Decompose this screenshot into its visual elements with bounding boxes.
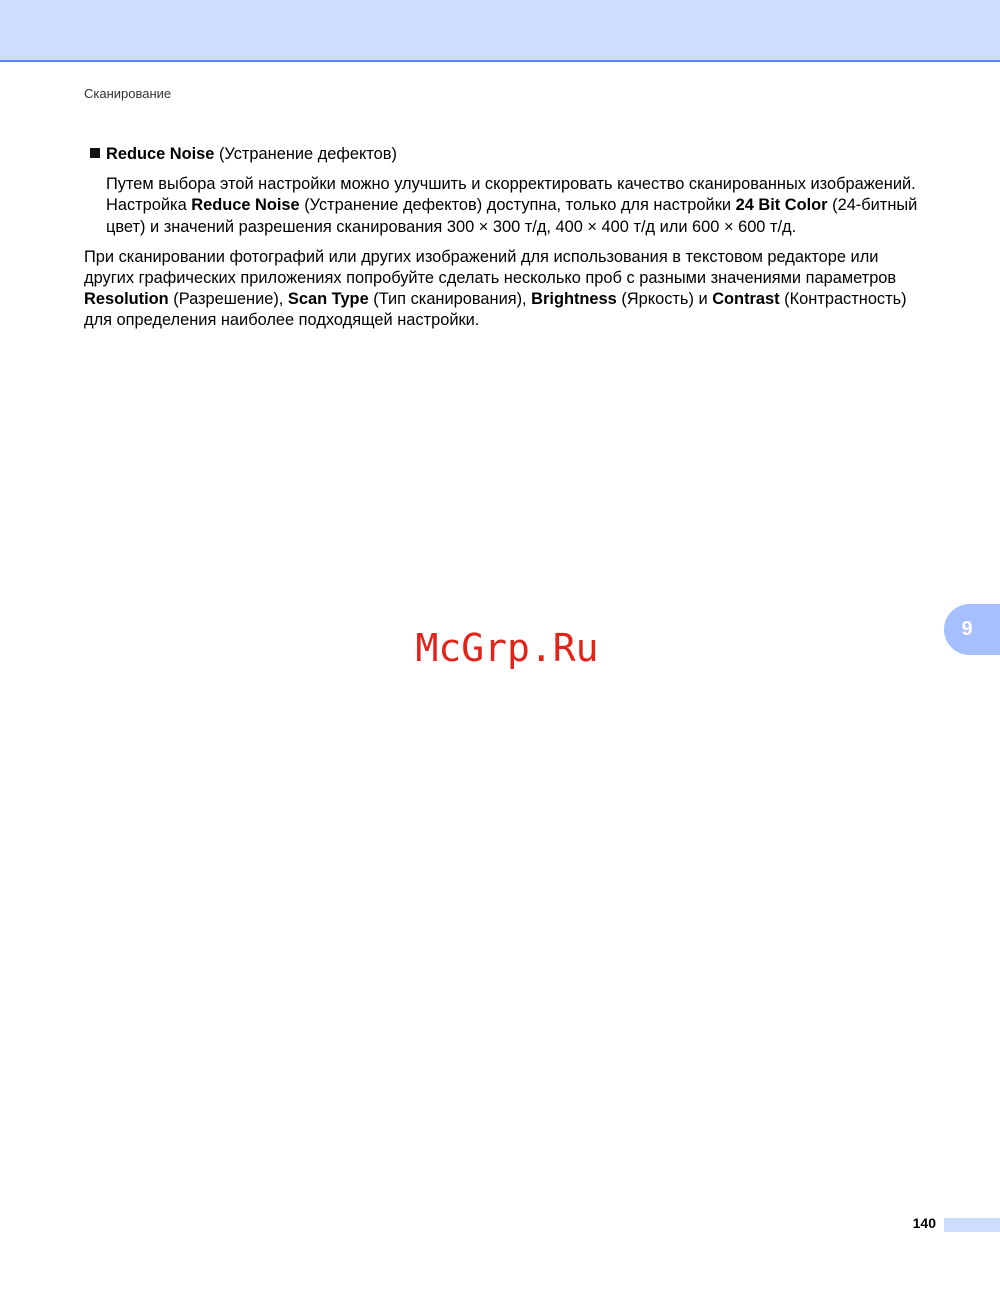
page-number: 140 bbox=[912, 1215, 936, 1231]
page-number-bar bbox=[944, 1218, 1000, 1232]
paragraph-text: (Разрешение), bbox=[168, 290, 288, 309]
bullet-item bbox=[90, 144, 924, 165]
paragraph-text: При сканировании фотографий или других изображений для использования в текстовом редакторе или других графических приложениях попробуйте сделать несколько проб с разными значениями параметров bbox=[84, 247, 897, 288]
section-header: Сканирование bbox=[84, 86, 172, 101]
paragraph-text: (Контрастность) для определения наиболее подходящей настройки. bbox=[84, 290, 907, 330]
bullet-description bbox=[106, 174, 924, 238]
bullet-title-rest: (Устранение дефектов) bbox=[214, 145, 397, 163]
bullet-desc-text: (24-битный цвет) и значений разрешения сканирования 300 × 300 т/д, 400 × 400 т/д или 600 × 600 т/д. bbox=[106, 196, 918, 236]
square-bullet-icon bbox=[90, 148, 100, 158]
page-content bbox=[84, 144, 924, 332]
bullet-desc-text: (Устранение дефектов) доступна, только для настройки bbox=[299, 196, 736, 215]
body-paragraph bbox=[84, 247, 924, 332]
paragraph-bold: Brightness bbox=[531, 290, 617, 309]
bullet-desc-text: Путем выбора этой настройки можно улучшить и скорректировать качество сканированных изображений. Настройка bbox=[106, 175, 916, 215]
header-band bbox=[0, 0, 1000, 60]
bullet-desc-bold: 24 Bit Color bbox=[735, 196, 828, 215]
header-rule bbox=[0, 60, 1000, 62]
bullet-title-bold: Reduce Noise bbox=[106, 145, 215, 163]
paragraph-bold: Contrast bbox=[712, 290, 780, 309]
chapter-tab: 9 bbox=[944, 604, 1000, 655]
paragraph-text: (Яркость) и bbox=[616, 290, 713, 309]
paragraph-text: (Тип сканирования), bbox=[368, 290, 532, 309]
watermark: McGrp.Ru bbox=[415, 626, 599, 670]
paragraph-bold: Scan Type bbox=[287, 290, 369, 309]
paragraph-bold: Resolution bbox=[84, 290, 169, 309]
bullet-desc-bold: Reduce Noise bbox=[191, 196, 300, 215]
